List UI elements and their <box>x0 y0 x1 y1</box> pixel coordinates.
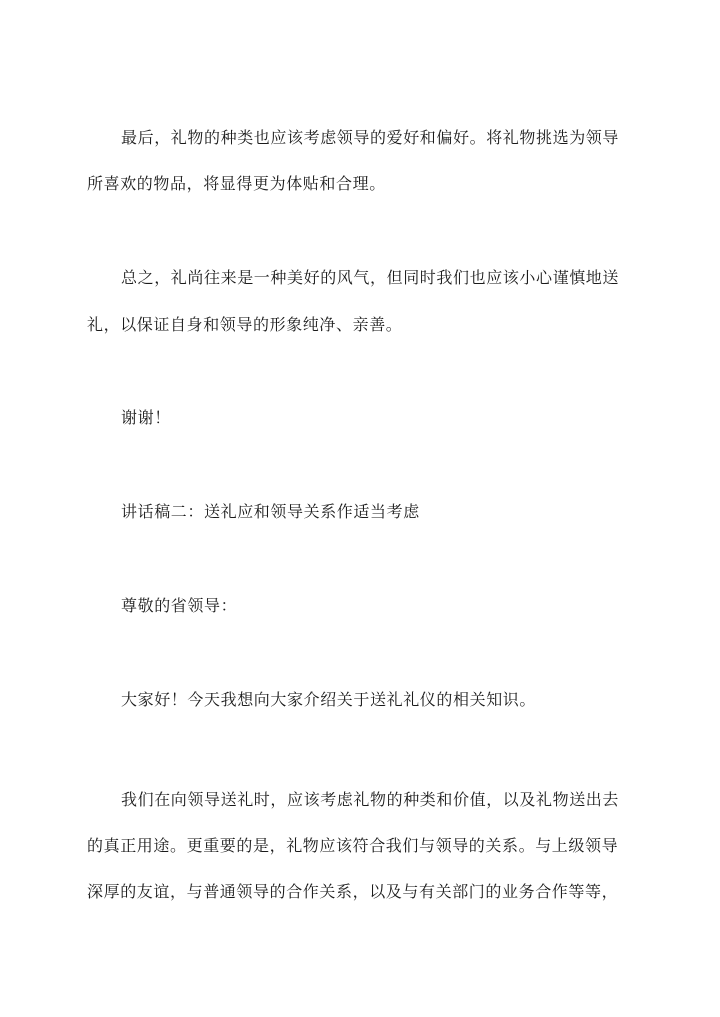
paragraph-line: 我们在向领导送礼时，应该考虑礼物的种类和价值，以及礼物送出去 <box>121 790 620 809</box>
paragraph-line: 的真正用途。更重要的是，礼物应该符合我们与领导的关系。与上级领导 <box>87 836 619 855</box>
paragraph-line: 谢谢！ <box>121 408 171 427</box>
paragraph-line: 所喜欢的物品，将显得更为体贴和合理。 <box>87 174 386 193</box>
paragraph-line: 深厚的友谊，与普通领导的合作关系，以及与有关部门的业务合作等等， <box>87 882 619 901</box>
paragraph-line: 总之，礼尚往来是一种美好的风气，但同时我们也应该小心谨慎地送 <box>121 268 620 287</box>
section-heading: 讲话稿二：送礼应和领导关系作适当考虑 <box>121 502 420 521</box>
paragraph-line: 大家好！今天我想向大家介绍关于送礼礼仪的相关知识。 <box>121 690 537 709</box>
paragraph-line: 最后，礼物的种类也应该考虑领导的爱好和偏好。将礼物挑选为领导 <box>121 128 620 147</box>
paragraph-line: 礼，以保证自身和领导的形象纯净、亲善。 <box>87 315 403 334</box>
salutation: 尊敬的省领导： <box>121 596 238 615</box>
